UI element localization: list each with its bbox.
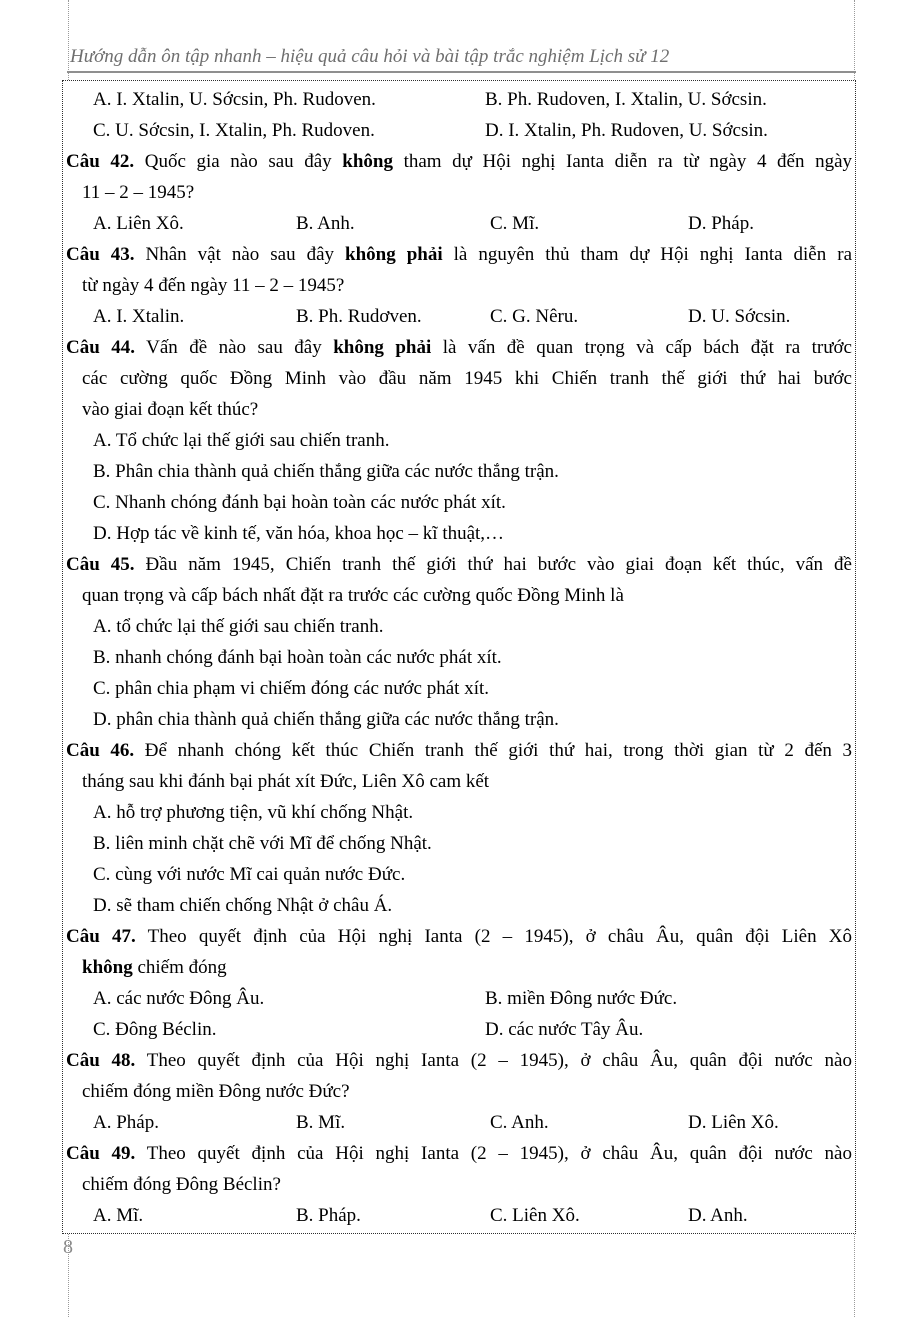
answer-option-row: [66, 456, 852, 487]
answer-option-row: [66, 983, 852, 1014]
answer-option: B. Pháp.: [296, 1205, 361, 1226]
answer-option-row: [66, 890, 852, 921]
text-segment: Nhân vật nào sau đây: [134, 244, 346, 265]
answer-option: C. phân chia phạm vi chiếm đóng các nước phát xít.: [93, 678, 490, 699]
answer-option: D. U. Sớcsin.: [688, 306, 791, 327]
answer-option: A. Tổ chức lại thế giới sau chiến tranh.: [93, 430, 390, 451]
answer-option-row: [66, 642, 852, 673]
bold-text-segment: Câu 42.: [66, 151, 135, 172]
answer-option: A. hỗ trợ phương tiện, vũ khí chống Nhật.: [93, 802, 414, 823]
text-line: [66, 735, 852, 766]
answer-option: D. sẽ tham chiến chống Nhật ở châu Á.: [93, 895, 393, 916]
text-line: [66, 177, 852, 208]
text-line: [66, 921, 852, 952]
answer-option: B. Anh.: [296, 213, 355, 234]
text-line: [66, 766, 852, 797]
bold-text-segment: Câu 45.: [66, 554, 135, 575]
answer-option: B. Phân chia thành quả chiến thắng giữa các nước thắng trận.: [93, 461, 559, 482]
text-segment: Theo quyết định của Hội nghị Ianta (2 – 1945), ở châu Âu, quân đội nước nào: [135, 1050, 852, 1071]
text-line: [66, 1138, 852, 1169]
text-segment: quan trọng và cấp bách nhất đặt ra trước các cường quốc Đồng Minh là: [82, 585, 624, 606]
answer-option: A. các nước Đông Âu.: [93, 988, 265, 1009]
text-segment: là nguyên thủ tham dự Hội nghị Ianta diễn ra: [442, 244, 852, 265]
text-segment: Để nhanh chóng kết thúc Chiến tranh thế giới thứ hai, trong thời gian từ 2 đến 3: [134, 740, 852, 761]
text-segment: chiếm đóng: [132, 957, 227, 978]
text-segment: Đầu năm 1945, Chiến tranh thế giới thứ hai bước vào giai đoạn kết thúc, vấn đề: [134, 554, 852, 575]
page-header-title: Hướng dẫn ôn tập nhanh – hiệu quả câu hỏi và bài tập trắc nghiệm Lịch sử 12: [70, 46, 670, 67]
text-segment: Vấn đề nào sau đây: [135, 337, 334, 358]
answer-option: B. liên minh chặt chẽ với Mĩ để chống Nhật.: [93, 833, 432, 854]
text-segment: các cường quốc Đồng Minh vào đầu năm 1945 khi Chiến tranh thế giới thứ hai bước: [82, 368, 852, 389]
bold-text-segment: Câu 47.: [66, 926, 136, 947]
text-line: [66, 146, 852, 177]
answer-option: C. Mĩ.: [490, 213, 540, 234]
text-line: [66, 332, 852, 363]
answer-option: B. nhanh chóng đánh bại hoàn toàn các nước phát xít.: [93, 647, 502, 668]
text-line: [66, 1076, 852, 1107]
bold-text-segment: Câu 43.: [66, 244, 135, 265]
text-line: [66, 580, 852, 611]
answer-option: D. Hợp tác về kinh tế, văn hóa, khoa học – kĩ thuật,…: [93, 523, 505, 544]
text-line: [66, 239, 852, 270]
answer-option-row: [66, 208, 852, 239]
answer-option: D. Pháp.: [688, 213, 754, 234]
answer-option-row: [66, 673, 852, 704]
answer-option: B. Mĩ.: [296, 1112, 346, 1133]
answer-option-row: [66, 1200, 852, 1231]
answer-option-row: [66, 1107, 852, 1138]
answer-option-row: [66, 1014, 852, 1045]
answer-option: D. I. Xtalin, Ph. Rudoven, U. Sớcsin.: [485, 120, 768, 141]
text-segment: Theo quyết định của Hội nghị Ianta (2 – 1945), ở châu Âu, quân đội Liên Xô: [135, 926, 852, 947]
answer-option-row: [66, 704, 852, 735]
answer-option-row: [66, 115, 852, 146]
answer-option: A. tổ chức lại thế giới sau chiến tranh.: [93, 616, 384, 637]
bold-text-segment: Câu 44.: [66, 337, 135, 358]
answer-option: A. I. Xtalin.: [93, 306, 185, 327]
text-segment: từ ngày 4 đến ngày 11 – 2 – 1945?: [82, 275, 345, 296]
right-margin-guide-bottom: [854, 1234, 855, 1317]
answer-option: C. Liên Xô.: [490, 1205, 580, 1226]
answer-option-row: [66, 425, 852, 456]
answer-option-row: [66, 611, 852, 642]
text-segment: Theo quyết định của Hội nghị Ianta (2 – 1945), ở châu Âu, quân đội nước nào: [135, 1143, 852, 1164]
text-line: [66, 1045, 852, 1076]
text-line: [66, 952, 852, 983]
answer-option: B. Ph. Rudoven, I. Xtalin, U. Sớcsin.: [485, 89, 767, 110]
bold-text-segment: Câu 48.: [66, 1050, 136, 1071]
answer-option: C. U. Sớcsin, I. Xtalin, Ph. Rudoven.: [93, 120, 375, 141]
bold-text-segment: không phải: [333, 337, 432, 358]
text-segment: tháng sau khi đánh bại phát xít Đức, Liên Xô cam kết: [82, 771, 490, 792]
answer-option: D. phân chia thành quả chiến thắng giữa các nước thắng trận.: [93, 709, 559, 730]
text-line: [66, 1169, 852, 1200]
bold-text-segment: không: [82, 957, 133, 978]
text-segment: chiếm đóng miền Đông nước Đức?: [82, 1081, 350, 1102]
answer-option-row: [66, 828, 852, 859]
answer-option: A. I. Xtalin, U. Sớcsin, Ph. Rudoven.: [93, 89, 376, 110]
text-segment: tham dự Hội nghị Ianta diễn ra từ ngày 4 đến ngày: [392, 151, 852, 172]
answer-option-row: [66, 84, 852, 115]
text-line: [66, 270, 852, 301]
bold-text-segment: không: [342, 151, 393, 172]
text-segment: chiếm đóng Đông Béclin?: [82, 1174, 281, 1195]
answer-option: B. miền Đông nước Đức.: [485, 988, 678, 1009]
answer-option: A. Mĩ.: [93, 1205, 144, 1226]
answer-option: C. Nhanh chóng đánh bại hoàn toàn các nước phát xít.: [93, 492, 506, 513]
answer-option: A. Liên Xô.: [93, 213, 184, 234]
text-segment: vào giai đoạn kết thúc?: [82, 399, 259, 420]
answer-option: B. Ph. Rudơven.: [296, 306, 422, 327]
question-content-box: [62, 80, 856, 1234]
left-margin-guide-top: [68, 0, 69, 80]
text-segment: Quốc gia nào sau đây: [134, 151, 343, 172]
answer-option: C. G. Nêru.: [490, 306, 579, 327]
bold-text-segment: Câu 46.: [66, 740, 135, 761]
text-line: [66, 549, 852, 580]
answer-option: C. Đông Béclin.: [93, 1019, 217, 1040]
answer-option-row: [66, 859, 852, 890]
text-segment: 11 – 2 – 1945?: [82, 182, 195, 203]
answer-option: D. Anh.: [688, 1205, 748, 1226]
answer-option: C. Anh.: [490, 1112, 549, 1133]
answer-option-row: [66, 487, 852, 518]
answer-option: C. cùng với nước Mĩ cai quản nước Đức.: [93, 864, 406, 885]
right-margin-guide-top: [854, 0, 855, 80]
answer-option: A. Pháp.: [93, 1112, 159, 1133]
answer-option-row: [66, 797, 852, 828]
answer-option-row: [66, 518, 852, 549]
bold-text-segment: Câu 49.: [66, 1143, 136, 1164]
answer-option: D. các nước Tây Âu.: [485, 1019, 644, 1040]
page-number: 8: [63, 1236, 73, 1258]
answer-option: D. Liên Xô.: [688, 1112, 779, 1133]
header-rule: [67, 71, 856, 73]
text-line: [66, 363, 852, 394]
text-line: [66, 394, 852, 425]
text-segment: là vấn đề quan trọng và cấp bách đặt ra trước: [431, 337, 852, 358]
bold-text-segment: không phải: [345, 244, 443, 265]
answer-option-row: [66, 301, 852, 332]
